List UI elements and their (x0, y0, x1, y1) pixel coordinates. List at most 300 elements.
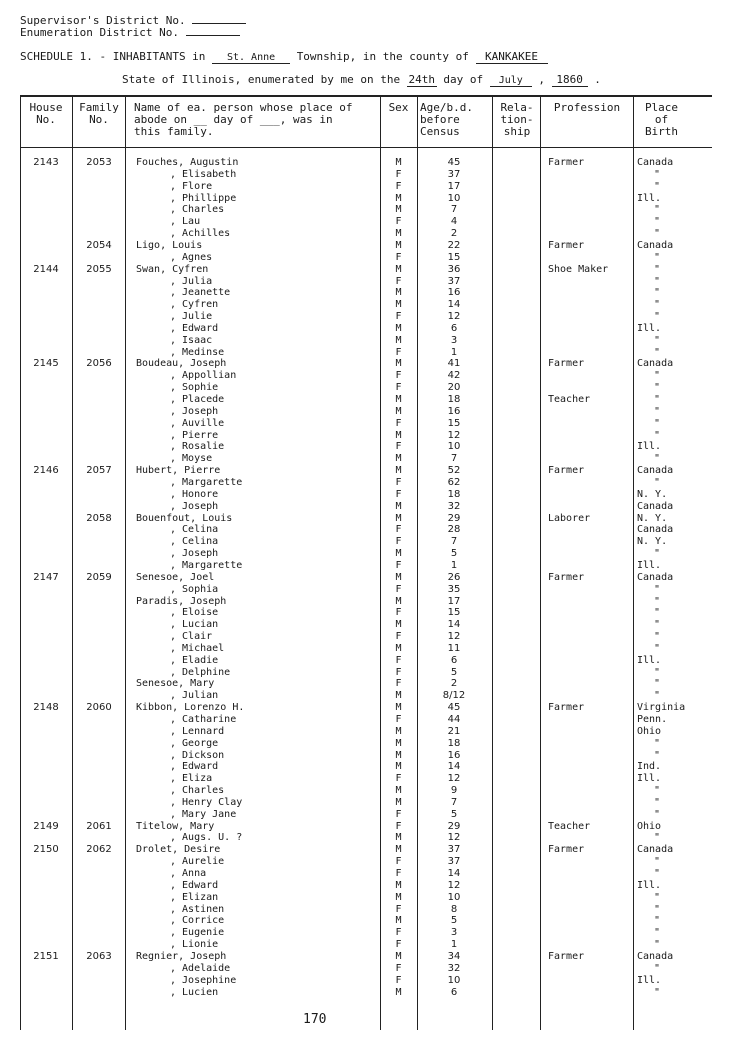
age-cell: 5 (450, 548, 458, 559)
family-number-cell: 2053 (86, 157, 112, 168)
age-cell: 14 (447, 761, 461, 773)
person-name-cell: , Edward (170, 761, 219, 773)
age-cell: 2 (450, 228, 458, 240)
birthplace-cell: " (654, 903, 661, 915)
sex-cell: F (395, 275, 402, 287)
sex-cell: F (395, 631, 402, 642)
sex-cell: M (395, 453, 402, 465)
sex-cell: M (395, 879, 402, 891)
sex-cell: M (395, 429, 402, 441)
age-cell: 32 (447, 962, 461, 974)
sex-cell: M (395, 844, 402, 856)
enumeration-district-label: Enumeration District No. (20, 26, 179, 39)
person-name-cell: , Eladie (170, 654, 219, 666)
birthplace-cell: Ill. (637, 441, 662, 453)
birthplace-cell: " (654, 737, 661, 749)
birthplace-cell: " (654, 405, 661, 417)
sex-cell: F (395, 488, 402, 500)
sex-cell: F (395, 927, 402, 939)
person-name-cell: , Eloise (170, 607, 219, 619)
person-name-cell: , Clair (170, 631, 213, 642)
sex-cell: M (395, 204, 402, 216)
birthplace-header: Place of Birth (644, 101, 679, 138)
birthplace-cell: Canada (637, 157, 674, 168)
header-bottom-rule (20, 147, 712, 148)
sex-cell: F (395, 820, 402, 832)
sex-cell: F (395, 939, 402, 951)
profession-cell: Shoe Maker (548, 263, 609, 275)
person-name-cell: , Catharine (170, 713, 237, 725)
sex-cell: M (395, 334, 402, 346)
line-end-period: . (594, 73, 601, 86)
age-cell: 9 (450, 785, 458, 796)
birthplace-cell: " (654, 228, 661, 240)
person-name-cell: , Margarette (170, 476, 243, 488)
birthplace-cell: " (654, 868, 661, 879)
age-cell: 7 (450, 204, 458, 216)
birthplace-cell: " (654, 275, 661, 287)
profession-cell: Farmer (548, 571, 585, 583)
schedule-title-line (20, 50, 548, 64)
sex-cell: M (395, 725, 402, 737)
birthplace-cell: Ohio (637, 725, 662, 737)
person-name-cell: , Sophie (170, 382, 219, 394)
sex-cell: M (395, 571, 402, 583)
birthplace-cell: " (654, 939, 661, 951)
birthplace-cell: " (654, 785, 661, 796)
day-tail: day of (443, 73, 484, 86)
person-name-cell: , Rosalie (170, 441, 225, 453)
profession-cell: Teacher (548, 820, 591, 832)
sex-cell: F (395, 678, 402, 690)
person-name-cell: , Dickson (170, 749, 225, 761)
person-name-cell: , Celina (170, 536, 219, 548)
person-name-cell: , Placede (170, 394, 225, 405)
family-number-cell: 2057 (86, 465, 112, 477)
age-cell: 36 (447, 263, 461, 275)
age-cell: 52 (447, 465, 461, 477)
house-number-cell: 2149 (33, 820, 59, 832)
age-cell: 12 (447, 311, 461, 322)
profession-cell: Farmer (548, 844, 585, 856)
age-cell: 62 (447, 476, 461, 488)
sex-cell: M (395, 465, 402, 477)
person-name-cell: Ligo, Louis (136, 239, 203, 251)
sex-cell: M (395, 915, 402, 927)
sex-cell: M (395, 512, 402, 524)
birthplace-cell: " (654, 986, 661, 998)
birthplace-cell: " (654, 962, 661, 974)
birthplace-cell: Ill. (637, 192, 662, 204)
birthplace-cell: Ill. (637, 974, 662, 986)
person-name-cell: , Eugenie (170, 927, 225, 939)
sex-cell: M (395, 761, 402, 773)
house-number-cell: 2147 (33, 571, 59, 583)
birthplace-cell: " (654, 808, 661, 820)
age-cell: 1 (450, 939, 458, 951)
age-cell: 32 (447, 500, 461, 512)
birthplace-cell: Canada (637, 524, 674, 536)
age-cell: 1 (450, 559, 458, 571)
birthplace-cell: " (654, 216, 661, 228)
township-field: St. Anne (212, 52, 290, 64)
family-number-cell: 2054 (86, 239, 112, 251)
age-cell: 10 (447, 441, 461, 453)
family-number-cell: 2061 (86, 820, 112, 832)
sex-cell: M (395, 394, 402, 405)
person-name-cell: , Elizan (170, 891, 219, 903)
person-name-cell: , Elisabeth (170, 168, 237, 180)
house-number-cell: 2144 (33, 263, 59, 275)
family-number-cell: 2058 (86, 512, 112, 524)
family-number-cell: 2059 (86, 571, 112, 583)
person-name-cell: , Corrice (170, 915, 225, 927)
person-name-cell: , Adelaide (170, 962, 231, 974)
age-cell: 7 (450, 453, 458, 465)
person-name-cell: , Charles (170, 204, 225, 216)
birthplace-cell: Ill. (637, 773, 662, 785)
birthplace-cell: " (654, 382, 661, 394)
person-name-cell: , Henry Clay (170, 796, 243, 808)
person-name-cell: , Edward (170, 322, 219, 334)
sex-cell: M (395, 642, 402, 654)
sex-cell: M (395, 263, 402, 275)
county-field: KANKAKEE (476, 50, 548, 64)
age-cell: 21 (447, 725, 461, 737)
birthplace-cell: " (654, 548, 661, 559)
sex-cell: F (395, 974, 402, 986)
birthplace-cell: " (654, 429, 661, 441)
house-number-cell: 2151 (33, 950, 59, 962)
sex-cell: M (395, 832, 402, 844)
person-name-cell: Regnier, Joseph (136, 950, 227, 962)
age-cell: 6 (450, 322, 458, 334)
sex-cell: F (395, 607, 402, 619)
age-header: Age/b.d. before Census (420, 101, 473, 138)
person-name-cell: , Aurelie (170, 856, 225, 868)
person-name-cell: , George (170, 737, 219, 749)
age-cell: 18 (447, 737, 461, 749)
age-cell: 6 (450, 986, 458, 998)
profession-cell: Farmer (548, 702, 585, 714)
sex-header: Sex (388, 101, 409, 114)
birthplace-cell: " (654, 263, 661, 275)
birthplace-cell: N. Y. (637, 488, 668, 500)
sex-cell: M (395, 950, 402, 962)
person-name-cell: , Auville (170, 417, 225, 429)
birthplace-cell: " (654, 678, 661, 690)
sex-cell: F (395, 417, 402, 429)
person-name-cell: Paradis, Joseph (136, 595, 227, 607)
sex-cell: M (395, 287, 402, 299)
age-cell: 1 (450, 346, 458, 358)
age-cell: 37 (447, 844, 461, 856)
person-name-cell: , Michael (170, 642, 225, 654)
person-name-cell: Bouenfout, Louis (136, 512, 233, 524)
birthplace-cell: " (654, 334, 661, 346)
col-divider-relationship (540, 95, 541, 1030)
birthplace-cell: Ind. (637, 761, 662, 773)
birthplace-cell: " (654, 251, 661, 263)
sex-cell: F (395, 559, 402, 571)
birthplace-cell: " (654, 856, 661, 868)
relationship-header: Rela- tion- ship (500, 101, 534, 138)
sex-cell: M (395, 986, 402, 998)
person-name-cell: , Flore (170, 180, 213, 192)
house-number-cell: 2143 (33, 157, 59, 168)
age-cell: 20 (447, 382, 461, 394)
person-name-cell: , Margarette (170, 559, 243, 571)
sex-cell: F (395, 311, 402, 322)
person-name-cell: Hubert, Pierre (136, 465, 221, 477)
person-name-cell: , Anna (170, 868, 207, 879)
age-cell: 15 (447, 251, 461, 263)
age-cell: 16 (447, 287, 461, 299)
person-name-cell: , Charles (170, 785, 225, 796)
house-number-cell: 2145 (33, 358, 59, 370)
person-name-cell: , Edward (170, 879, 219, 891)
person-name-cell: , Agnes (170, 251, 213, 263)
person-name-cell: , Lucian (170, 619, 219, 631)
sex-cell: M (395, 702, 402, 714)
age-cell: 4 (450, 216, 458, 228)
birthplace-cell: " (654, 690, 661, 702)
sex-cell: M (395, 322, 402, 334)
sex-cell: F (395, 536, 402, 548)
birthplace-cell: " (654, 607, 661, 619)
birthplace-cell: " (654, 642, 661, 654)
enumeration-district-line (20, 26, 240, 39)
sex-cell: M (395, 785, 402, 796)
age-cell: 3 (450, 334, 458, 346)
age-cell: 29 (447, 820, 461, 832)
family-no-header: Family No. (79, 101, 119, 126)
birthplace-cell: Canada (637, 500, 674, 512)
birthplace-cell: " (654, 583, 661, 595)
supervisor-district-label: Supervisor's District No. (20, 14, 186, 27)
state-text: State of Illinois, enumerated by me on the (122, 73, 401, 86)
person-name-cell: , Joseph (170, 500, 219, 512)
birthplace-cell: " (654, 204, 661, 216)
sex-cell: F (395, 962, 402, 974)
sex-cell: F (395, 583, 402, 595)
sex-cell: F (395, 524, 402, 536)
sex-cell: F (395, 168, 402, 180)
age-cell: 10 (447, 192, 461, 204)
col-divider-family (125, 95, 126, 1030)
birthplace-cell: " (654, 394, 661, 405)
sex-cell: M (395, 690, 402, 702)
age-cell: 34 (447, 950, 461, 962)
sex-cell: M (395, 299, 402, 311)
person-name-cell: , Phillippe (170, 192, 237, 204)
birthplace-cell: " (654, 832, 661, 844)
sex-cell: M (395, 749, 402, 761)
page-number: 170 (303, 1012, 327, 1027)
age-cell: 18 (447, 394, 461, 405)
profession-cell: Farmer (548, 950, 585, 962)
age-cell: 12 (447, 879, 461, 891)
sex-cell: M (395, 192, 402, 204)
birthplace-cell: " (654, 476, 661, 488)
age-cell: 12 (447, 429, 461, 441)
age-cell: 3 (450, 927, 458, 939)
age-cell: 5 (450, 915, 458, 927)
age-cell: 18 (447, 488, 461, 500)
township-tail: Township, in the county of (296, 50, 469, 63)
age-cell: 12 (447, 773, 461, 785)
age-cell: 29 (447, 512, 461, 524)
person-name-cell: , Celina (170, 524, 219, 536)
birthplace-cell: " (654, 927, 661, 939)
age-cell: 10 (447, 974, 461, 986)
person-name-cell: , Cyfren (170, 299, 219, 311)
year-comma: , (538, 73, 546, 86)
birthplace-cell: " (654, 287, 661, 299)
birthplace-cell: Ill. (637, 654, 662, 666)
age-cell: 37 (447, 275, 461, 287)
sex-cell: F (395, 346, 402, 358)
age-cell: 5 (450, 808, 458, 820)
birthplace-cell: Canada (637, 571, 674, 583)
person-name-cell: , Appollian (170, 370, 237, 382)
person-name-cell: Kibbon, Lorenzo H. (136, 702, 245, 714)
sex-cell: M (395, 239, 402, 251)
person-name-cell: Swan, Cyfren (136, 263, 209, 275)
family-number-cell: 2062 (86, 844, 112, 856)
age-cell: 8/12 (442, 690, 466, 702)
birthplace-cell: " (654, 168, 661, 180)
person-name-cell: , Lennard (170, 725, 225, 737)
person-name-cell: Drolet, Desire (136, 844, 221, 856)
birthplace-cell: N. Y. (637, 536, 668, 548)
birthplace-cell: Virginia (637, 702, 686, 714)
person-name-cell: , Isaac (170, 334, 213, 346)
sex-cell: M (395, 891, 402, 903)
family-number-cell: 2055 (86, 263, 112, 275)
birthplace-cell: " (654, 619, 661, 631)
age-cell: 16 (447, 749, 461, 761)
family-number-cell: 2060 (86, 702, 112, 714)
person-name-cell: , Jeanette (170, 287, 231, 299)
age-cell: 44 (447, 713, 461, 725)
age-cell: 42 (447, 370, 461, 382)
sex-cell: F (395, 856, 402, 868)
enumeration-district-blank[interactable] (186, 35, 240, 36)
birthplace-cell: Ill. (637, 879, 662, 891)
age-cell: 15 (447, 417, 461, 429)
person-name-cell: , Sophia (170, 583, 219, 595)
person-name-cell: , Josephine (170, 974, 237, 986)
birthplace-cell: Penn. (637, 713, 668, 725)
person-name-cell: , Julia (170, 275, 213, 287)
sex-cell: M (395, 737, 402, 749)
age-cell: 7 (450, 536, 458, 548)
birthplace-cell: " (654, 417, 661, 429)
schedule-title: SCHEDULE 1. - INHABITANTS in (20, 50, 206, 63)
sex-cell: F (395, 808, 402, 820)
profession-header: Profession (553, 101, 621, 114)
birthplace-cell: Ohio (637, 820, 662, 832)
sex-cell: F (395, 868, 402, 879)
sex-cell: F (395, 666, 402, 678)
person-name-cell: , Moyse (170, 453, 213, 465)
person-name-cell: Boudeau, Joseph (136, 358, 227, 370)
age-cell: 45 (447, 157, 461, 168)
birthplace-cell: Ill. (637, 559, 662, 571)
birthplace-cell: " (654, 796, 661, 808)
age-cell: 41 (447, 358, 461, 370)
birthplace-cell: " (654, 631, 661, 642)
sex-cell: M (395, 619, 402, 631)
family-number-cell: 2063 (86, 950, 112, 962)
age-cell: 15 (447, 607, 461, 619)
age-cell: 5 (450, 666, 458, 678)
birthplace-cell: Ill. (637, 322, 662, 334)
birthplace-cell: " (654, 915, 661, 927)
birthplace-cell: " (654, 311, 661, 322)
birthplace-cell: " (654, 180, 661, 192)
age-cell: 22 (447, 239, 461, 251)
age-cell: 11 (447, 642, 461, 654)
birthplace-cell: " (654, 666, 661, 678)
sex-cell: M (395, 500, 402, 512)
birthplace-cell: " (654, 595, 661, 607)
house-no-header: House No. (29, 101, 63, 126)
birthplace-cell: Canada (637, 358, 674, 370)
age-cell: 12 (447, 631, 461, 642)
age-cell: 14 (447, 619, 461, 631)
year-field: 1860 (552, 73, 588, 87)
sex-cell: F (395, 903, 402, 915)
profession-cell: Farmer (548, 157, 585, 168)
profession-cell: Farmer (548, 465, 585, 477)
sex-cell: F (395, 654, 402, 666)
birthplace-cell: " (654, 346, 661, 358)
sex-cell: M (395, 548, 402, 559)
profession-cell: Teacher (548, 394, 591, 405)
col-divider-house (72, 95, 73, 1030)
birthplace-cell: Canada (637, 239, 674, 251)
day-field: 24th (408, 73, 436, 86)
birthplace-cell: " (654, 891, 661, 903)
sex-cell: F (395, 251, 402, 263)
age-cell: 17 (447, 595, 461, 607)
age-cell: 37 (447, 168, 461, 180)
person-name-cell: , Lau (170, 216, 201, 228)
person-name-cell: , Delphine (170, 666, 231, 678)
table-left-edge (20, 95, 21, 1030)
sex-cell: M (395, 796, 402, 808)
birthplace-cell: " (654, 299, 661, 311)
person-name-cell: Senesoe, Mary (136, 678, 215, 690)
person-name-cell: , Honore (170, 488, 219, 500)
person-name-cell: , Astinen (170, 903, 225, 915)
family-number-cell: 2056 (86, 358, 112, 370)
person-name-cell: , Mary Jane (170, 808, 237, 820)
name-header: Name of ea. person whose place of abode on __ day of ___, was in this family. (134, 101, 353, 138)
supervisor-district-blank[interactable] (192, 23, 246, 24)
age-cell: 35 (447, 583, 461, 595)
age-cell: 28 (447, 524, 461, 536)
person-name-cell: , Julian (170, 690, 219, 702)
person-name-cell: , Augs. U. ? (170, 832, 243, 844)
person-name-cell: , Pierre (170, 429, 219, 441)
sex-cell: M (395, 595, 402, 607)
birthplace-cell: N. Y. (637, 512, 668, 524)
age-cell: 17 (447, 180, 461, 192)
age-cell: 45 (447, 702, 461, 714)
